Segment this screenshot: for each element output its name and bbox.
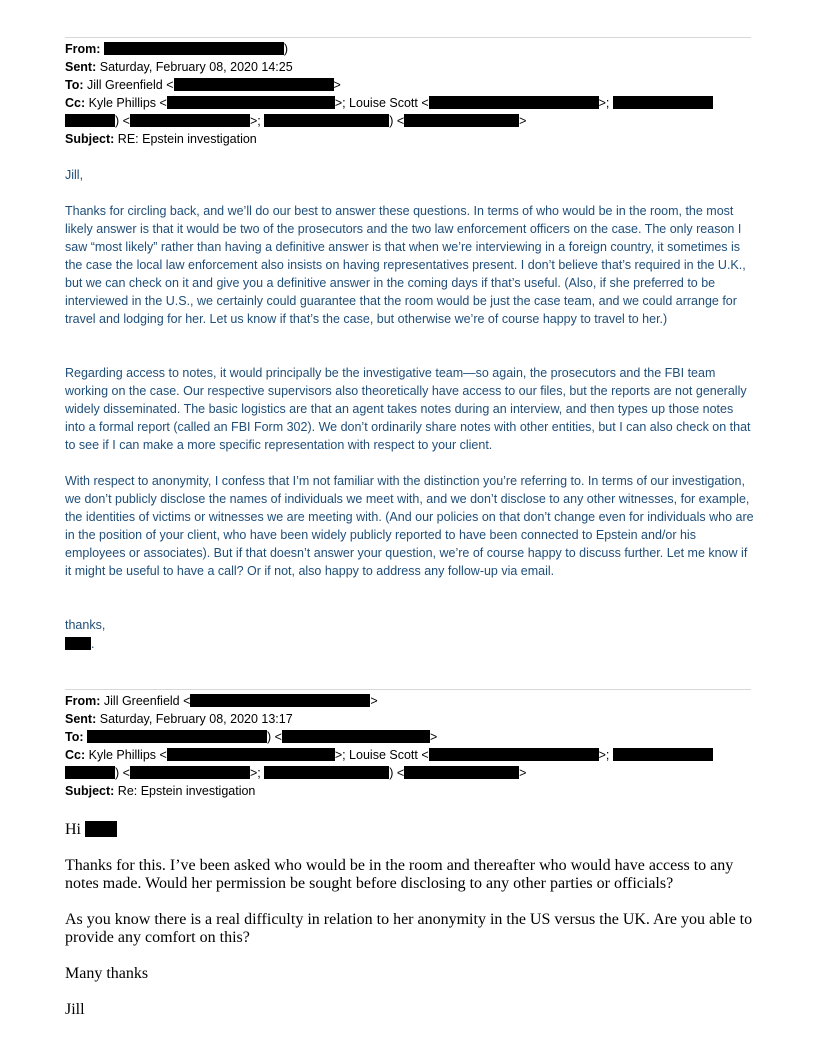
email1-signoff: thanks, [65, 618, 106, 632]
email2-cc-line-2 [65, 764, 526, 782]
body-paragraph: Thanks for this. I’ve been asked who would be in the room and thereafter who would have access to any notes made. Would her permission be sought before disclosing to any other parties or officials? [65, 857, 734, 892]
redaction [404, 114, 519, 127]
body-paragraph: As you know there is a real difficulty in relation to her anonymity in the US versus the UK. Are you able to provide any comfort on this? [65, 911, 753, 946]
email2-cc-line [65, 746, 713, 764]
email1-greeting: Jill, [65, 168, 84, 182]
redaction [429, 96, 599, 109]
email1-subject-line [65, 130, 257, 148]
redaction [65, 114, 115, 127]
redaction [130, 114, 250, 127]
redaction [167, 96, 335, 109]
email2-body [65, 857, 755, 893]
cc-separator: >; Louise Scott < [334, 748, 429, 762]
body-paragraph: With respect to anonymity, I confess that I’m not familiar with the distinction you’re referring to. In terms of our investigation, we don’t publicly disclose the names of individuals we meet with, and we don’t disclose to any other witnesses, for example, the identities of victims or witnesses we are meeting with. (And our policies on that don’t change even for individuals who are in the position of your client, who have been widely publicly reported to have been connected to Epstein and/or his employees or associates). But if that doesn’t answer your question, we’re of course happy to discuss further. Let me know if it might be useful to have a call? Or if not, also happy to address any follow-up via email. [65, 474, 754, 578]
redaction [429, 748, 599, 761]
email2-from-line [65, 692, 378, 710]
email1-cc-line [65, 94, 713, 112]
email2-to-line [65, 728, 437, 746]
redaction [282, 730, 430, 743]
cc-separator: >; [598, 96, 610, 110]
cc-kyle: Kyle Phillips < [88, 748, 167, 762]
redaction [85, 821, 117, 837]
signature-suffix: . [91, 637, 95, 651]
sent-value: Saturday, February 08, 2020 13:17 [99, 712, 293, 726]
email2-greeting [65, 821, 755, 839]
email2-closing: Many thanks [65, 965, 149, 982]
subject-value: RE: Epstein investigation [117, 132, 257, 146]
redaction [613, 748, 713, 761]
email2-sent-line [65, 710, 293, 728]
body-paragraph: Regarding access to notes, it would principally be the investigative team—so again, the prosecutors and the FBI team working on the case. Our respective supervisors also theoretically have access to our files, but the reports are not generally widely disseminated. The basic logistics are that an agent takes notes during an interview, and then types up those notes into a formal report (called an FBI Form 302). We don’t ordinarily share notes with other entities, but I can also check on that to see if I can make a more specific representation with respect to your client. [65, 366, 751, 452]
redaction [104, 42, 284, 55]
to-label: To: [65, 78, 84, 92]
from-suffix: > [370, 694, 378, 708]
cc-label: Cc: [65, 748, 86, 762]
redaction [613, 96, 713, 109]
cc-separator: > [519, 766, 527, 780]
header-divider [65, 37, 751, 38]
subject-value: Re: Epstein investigation [117, 784, 256, 798]
greeting-text: Hi [65, 821, 81, 838]
cc-separator: ) < [115, 114, 130, 128]
to-suffix: > [429, 730, 438, 744]
sent-label: Sent: [65, 712, 97, 726]
email1-to-line [65, 76, 341, 94]
to-separator: ) < [267, 730, 282, 744]
cc-separator: >; Louise Scott < [334, 96, 429, 110]
redaction [167, 748, 335, 761]
redaction [264, 766, 389, 779]
redaction [130, 766, 250, 779]
sent-label: Sent: [65, 60, 97, 74]
from-name: Jill Greenfield < [103, 694, 191, 708]
email1-signature [65, 635, 755, 653]
redaction [174, 78, 334, 91]
cc-label: Cc: [65, 96, 86, 110]
cc-separator: >; [249, 766, 261, 780]
email1-body [65, 202, 755, 328]
email1-cc-line-2 [65, 112, 526, 130]
cc-kyle: Kyle Phillips < [88, 96, 167, 110]
cc-separator: >; [598, 748, 610, 762]
cc-separator: ) < [115, 766, 130, 780]
subject-label: Subject: [65, 784, 115, 798]
to-label: To: [65, 730, 84, 744]
redaction [65, 766, 115, 779]
email2-subject-line [65, 782, 255, 800]
cc-separator: ) < [389, 766, 405, 780]
to-name: Jill Greenfield < [87, 78, 174, 92]
from-label: From: [65, 42, 101, 56]
redaction [404, 766, 519, 779]
header-divider [65, 689, 751, 690]
redaction [264, 114, 389, 127]
from-suffix: ) [283, 42, 289, 56]
to-suffix: > [333, 78, 341, 92]
redaction [87, 730, 267, 743]
cc-separator: >; [249, 114, 261, 128]
email2-body [65, 911, 755, 947]
redaction [65, 637, 91, 650]
email1-sent-line [65, 58, 293, 76]
email1-from-line [65, 40, 288, 58]
email1-body [65, 472, 755, 580]
redaction [190, 694, 370, 707]
cc-separator: ) < [389, 114, 405, 128]
sent-value: Saturday, February 08, 2020 14:25 [99, 60, 293, 74]
body-paragraph: Thanks for circling back, and we’ll do our best to answer these questions. In terms of who would be in the room, the most likely answer is that it would be two of the prosecutors and the two law enforcement officers on the case. The only reason I saw “most likely” rather than having a definitive answer is that when we’re interviewing in a foreign country, it sometimes is the case the local law enforcement also insists on having representatives present. I don’t believe that’s required in the U.K., but we can check on it and give you a definitive answer in the coming days if that’s useful. (Also, if she preferred to be interviewed in the U.S., we certainly could guarantee that the room would be just the case team, and we could arrange for travel and lodging for her. Let us know if that’s the case, but otherwise we’re of course happy to travel to her.) [65, 204, 746, 326]
subject-label: Subject: [65, 132, 115, 146]
cc-separator: > [519, 114, 527, 128]
email2-signature: Jill [65, 1001, 85, 1018]
from-label: From: [65, 694, 101, 708]
email1-body [65, 364, 755, 454]
